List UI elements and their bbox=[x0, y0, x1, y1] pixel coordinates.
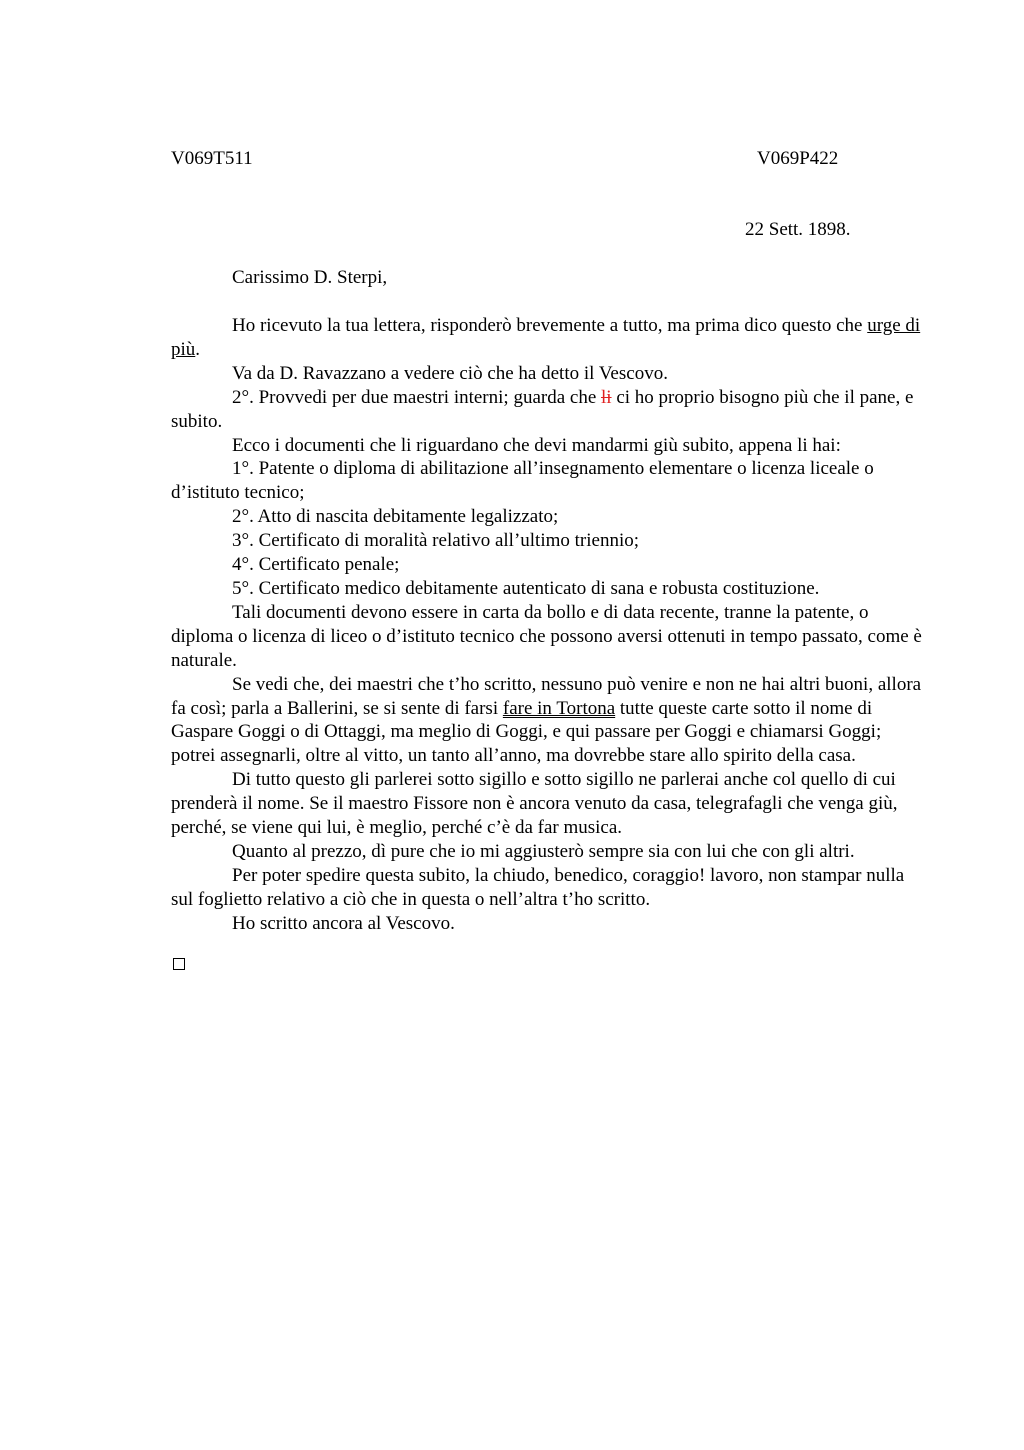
paragraph-11 bbox=[171, 673, 927, 769]
paragraph-11-text: Se vedi che, dei maestri che t’ho scritto, nessuno può venire e non ne hai altri buoni, allora fa così; parla a Ballerini, se si sente di farsi bbox=[171, 673, 922, 719]
paragraph-8: 4°. Certificato penale; bbox=[232, 554, 400, 576]
paragraph-1-text: Ho ricevuto la tua lettera, risponderò brevemente a tutto, ma prima dico questo che bbox=[232, 315, 868, 336]
paragraph-6: 2°. Atto di nascita debitamente legalizzato; bbox=[232, 506, 559, 528]
paragraph-2: Va da D. Ravazzano a vedere ciò che ha detto il Vescovo. bbox=[232, 362, 668, 384]
paragraph-5: 1°. Patente o diploma di abilitazione all’insegnamento elementare o licenza liceale o d’istituto tecnico; bbox=[171, 458, 874, 504]
letter-body bbox=[171, 314, 927, 936]
paragraph-10: Tali documenti devono essere in carta da bollo e di data recente, tranne la patente, o diploma o licenza di liceo o d’istituto tecnico che possono aversi ottenuti in tempo passato, come è naturale. bbox=[171, 601, 922, 671]
double-underlined-phrase: fare in Tortona bbox=[502, 697, 616, 719]
deleted-word: li bbox=[601, 386, 612, 408]
document-reference-left: V069T511 bbox=[171, 148, 253, 169]
paragraph-3-end: ci ho proprio bisogno più che il pane, e subito. bbox=[171, 386, 914, 432]
paragraph-14: Per poter spedire questa subito, la chiudo, benedico, coraggio! lavoro, non stampar nulla sul foglietto relativo a ciò che in questa o nell’altra t’ho scritto. bbox=[171, 864, 905, 910]
paragraph-9: 5°. Certificato medico debitamente autenticato di sana e robusta costituzione. bbox=[232, 577, 820, 599]
square-outline-icon bbox=[173, 958, 185, 970]
paragraph-15: Ho scritto ancora al Vescovo. bbox=[232, 912, 455, 934]
paragraph-13: Quanto al prezzo, dì pure che io mi aggiusterò sempre sia con lui che con gli altri. bbox=[232, 840, 855, 862]
paragraph-3-text: 2°. Provvedi per due maestri interni; guarda che bbox=[232, 386, 602, 408]
document-reference-right: V069P422 bbox=[757, 148, 839, 169]
paragraph-11-end: tutte queste carte sotto il nome di Gaspare Goggi o di Ottaggi, ma meglio di Goggi, e qui passare per Goggi e chiamarsi Goggi; potrei assegnarli, oltre al vitto, un tanto all’anno, ma dovrebbe stare allo spirito della casa. bbox=[171, 697, 882, 767]
paragraph-7: 3°. Certificato di moralità relativo all’ultimo triennio; bbox=[232, 530, 640, 552]
paragraph-12: Di tutto questo gli parlerei sotto sigillo e sotto sigillo ne parlerai anche col quello di cui prenderà il nome. Se il maestro Fissore non è ancora venuto da casa, telegrafagli che venga giù, perché, se viene qui lui, è meglio, perché c’è da far musica. bbox=[171, 769, 898, 839]
underlined-phrase: urge di più bbox=[171, 315, 921, 360]
paragraph-3 bbox=[171, 386, 927, 434]
paragraph-1-end: . bbox=[195, 338, 201, 360]
paragraph-4: Ecco i documenti che li riguardano che devi mandarmi giù subito, appena li hai: bbox=[232, 434, 841, 456]
paragraph-1 bbox=[171, 314, 927, 362]
letter-date: 22 Sett. 1898. bbox=[745, 219, 851, 240]
salutation: Carissimo D. Sterpi, bbox=[232, 267, 388, 288]
